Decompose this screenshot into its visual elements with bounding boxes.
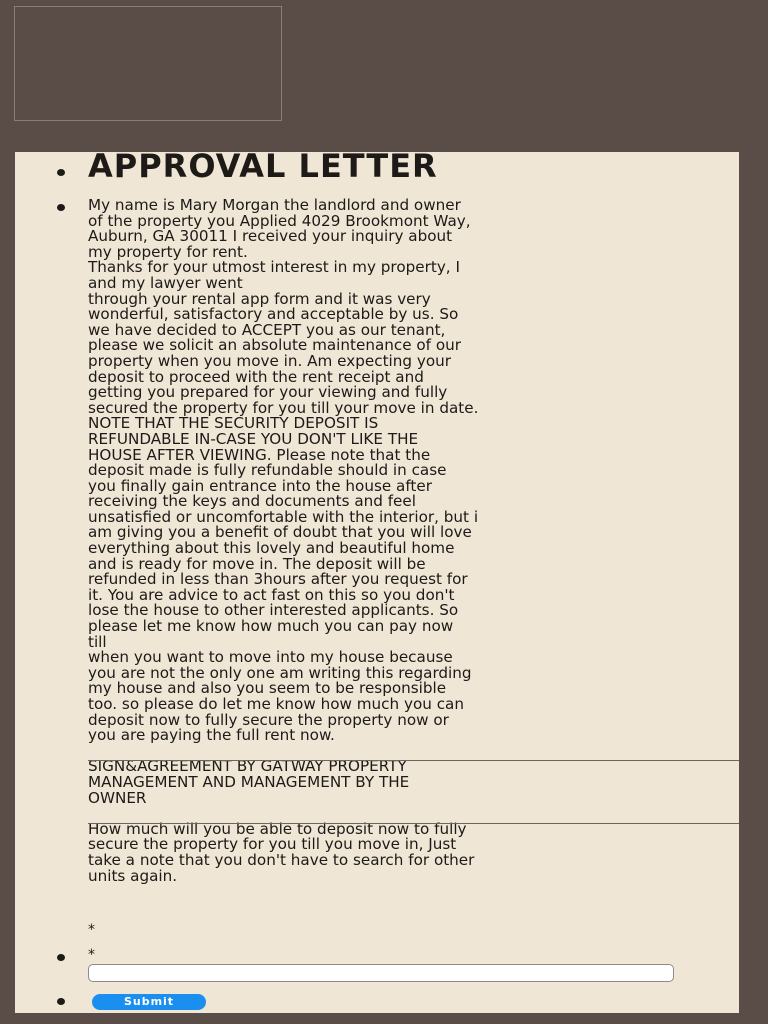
letter-body — [88, 198, 739, 884]
response-input[interactable] — [88, 964, 674, 982]
letter-line: units again. — [88, 866, 178, 885]
letter-line: How much will you be able to deposit now to fully — [88, 819, 467, 838]
letter-line: property when you move in. Am expecting your — [88, 351, 451, 370]
letter-line: Auburn, GA 30011 I received your inquiry about — [88, 227, 453, 246]
letter-line: getting you prepared for your viewing and fully — [88, 383, 448, 402]
divider — [88, 760, 739, 761]
letter-line: my house and also you seem to be responsible — [88, 679, 447, 698]
divider — [88, 823, 739, 824]
page-title: APPROVAL LETTER — [88, 152, 438, 185]
letter-line: my property for rent. — [88, 242, 248, 261]
letter-line: secure the property for you till you move in, Just — [88, 835, 457, 854]
letter-line: and my lawyer went — [88, 273, 243, 292]
bullet-icon — [57, 169, 65, 176]
letter-line: HOUSE AFTER VIEWING. Please note that the — [88, 445, 431, 464]
bullet-icon — [57, 998, 65, 1005]
letter-line: it. You are advice to act fast on this so you don't — [88, 585, 455, 604]
letter-line: unsatisfied or uncomfortable with the interior, but i — [88, 507, 479, 526]
letter-line: through your rental app form and it was very — [88, 289, 431, 308]
letter-line: deposit to proceed with the rent receipt and — [88, 367, 424, 386]
bullet-icon — [57, 954, 65, 961]
letter-line: everything about this lovely and beautiful home — [88, 539, 455, 558]
letter-line: secured the property for you till your move in date. — [88, 398, 479, 417]
letter-line: wonderful, satisfactory and acceptable by us. So — [88, 305, 459, 324]
bullet-icon — [57, 204, 65, 211]
letter-line: deposit now to fully secure the property now or — [88, 710, 449, 729]
letter-line: please let me know how much you can pay now — [88, 617, 454, 636]
letter-line: you finally gain entrance into the house after — [88, 476, 432, 495]
letter-line: and is ready for move in. The deposit will be — [88, 554, 426, 573]
letter-line: SIGN&AGREEMENT BY GATWAY PROPERTY — [88, 757, 407, 776]
letter-line: of the property you Applied 4029 Brookmont Way, — [88, 211, 471, 230]
letter-line: we have decided to ACCEPT you as our tenant, — [88, 320, 446, 339]
approval-form — [15, 152, 739, 1013]
submit-button[interactable]: Submit — [92, 994, 206, 1010]
letter-line: REFUNDABLE IN-CASE YOU DON'T LIKE THE — [88, 429, 419, 448]
letter-line: deposit made is fully refundable should in case — [88, 461, 447, 480]
required-marker: * — [88, 947, 95, 963]
required-marker: * — [88, 922, 95, 938]
letter-line: receiving the keys and documents and feel — [88, 492, 416, 511]
letter-line: OWNER — [88, 788, 147, 807]
letter-line: take a note that you don't have to search for other — [88, 850, 475, 869]
letter-line: too. so please do let me know how much you can — [88, 695, 464, 713]
letter-line: am giving you a benefit of doubt that you will love — [88, 523, 472, 542]
letter-line: My name is Mary Morgan the landlord and owner — [88, 196, 461, 214]
letter-line: refunded in less than 3hours after you request for — [88, 570, 468, 589]
logo-placeholder — [14, 6, 282, 121]
letter-line: NOTE THAT THE SECURITY DEPOSIT IS — [88, 414, 379, 433]
letter-line: please we solicit an absolute maintenance of our — [88, 336, 462, 355]
letter-line: till — [88, 632, 107, 651]
letter-line: when you want to move into my house because — [88, 648, 453, 667]
letter-line: lose the house to other interested applicants. So — [88, 601, 459, 620]
letter-line: MANAGEMENT AND MANAGEMENT BY THE — [88, 772, 410, 791]
letter-line: you are paying the full rent now. — [88, 726, 335, 745]
letter-line: Thanks for your utmost interest in my property, I — [88, 258, 460, 277]
letter-line: you are not the only one am writing this regarding — [88, 663, 472, 682]
